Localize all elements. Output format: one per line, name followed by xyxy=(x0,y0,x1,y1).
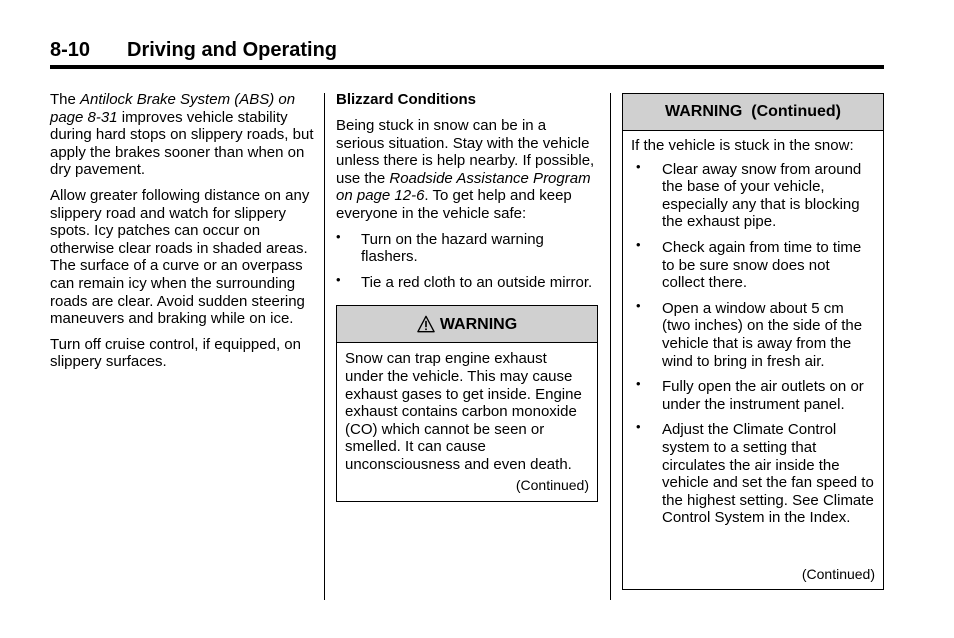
warning-triangle-icon xyxy=(417,315,435,333)
section-title: Driving and Operating xyxy=(127,39,338,61)
bullet-icon: • xyxy=(636,236,641,252)
bullet-text: Tie a red cloth to an outside mirror. xyxy=(361,273,593,291)
bullet-text: Adjust the Climate Control system to a setting that circulates the air inside the vehicle and set the fan speed to the highest setting. See Climate Control System in the Index. xyxy=(662,421,874,527)
column-left xyxy=(50,91,318,379)
following-distance-paragraph: Allow greater following distance on any slippery road and watch for slippery spots. Icy patches can occur on otherwise clear roads in shaded areas. The surface of a curve or an overpass can remain icy when the surrounding roads are clear. Avoid sudden steering maneuvers and braking while on ice. xyxy=(50,186,310,328)
bullet-icon: • xyxy=(636,376,641,392)
list-item xyxy=(636,421,875,527)
column-right xyxy=(622,93,884,590)
blizzard-bullet-list xyxy=(336,228,598,292)
bullet-icon: • xyxy=(636,297,641,313)
bullet-icon: • xyxy=(336,228,341,244)
list-item xyxy=(636,158,875,231)
warning-continued-header: WARNING (Continued) xyxy=(623,94,883,131)
bullet-text: Turn on the hazard warning flashers. xyxy=(361,230,544,266)
list-item xyxy=(336,228,598,266)
bullet-icon: • xyxy=(636,158,641,174)
bullet-text: Fully open the air outlets on or under the instrument panel. xyxy=(662,378,864,413)
abs-paragraph-tail: improves vehicle stability during hard stops on slippery roads, but apply the brakes sooner than when on dry pavement. xyxy=(50,108,314,179)
list-item xyxy=(636,236,875,292)
warning-title: WARNING xyxy=(439,315,518,333)
abs-cross-reference[interactable]: Antilock Brake System (ABS) on page 8-31 xyxy=(50,91,296,126)
stuck-intro: If the vehicle is stuck in the snow: xyxy=(631,137,854,154)
continued-label: (Continued) xyxy=(801,566,875,583)
page-number: 8-10 xyxy=(50,39,91,61)
bullet-icon: • xyxy=(636,419,641,435)
warning-box xyxy=(336,305,598,502)
column-middle xyxy=(336,91,598,502)
bullet-text: Open a window about 5 cm (two inches) on the side of the vehicle that is away from the wind to bring in fresh air. xyxy=(662,299,863,370)
bullet-text: Check again from time to time to be sure snow does not collect there. xyxy=(662,238,862,292)
warning-continued-box xyxy=(622,93,884,590)
blizzard-intro xyxy=(336,117,598,223)
roadside-cross-reference[interactable]: Roadside Assistance Program on page 12-6 xyxy=(336,169,591,205)
blizzard-intro-lead: Being stuck in snow can be in a serious situation. Stay with the vehicle unless there is help nearby. If possible, use the xyxy=(336,117,595,187)
stuck-bullet-list xyxy=(631,158,875,527)
page-header xyxy=(50,39,884,69)
warning-continued-body xyxy=(623,131,883,527)
column-divider-right xyxy=(610,93,611,600)
bullet-icon: • xyxy=(336,271,341,287)
blizzard-intro-tail: . To get help and keep everyone in the vehicle safe: xyxy=(336,187,572,222)
abs-paragraph xyxy=(50,91,318,179)
cruise-control-paragraph: Turn off cruise control, if equipped, on slippery surfaces. xyxy=(50,335,301,371)
warning-body xyxy=(337,343,597,501)
list-item xyxy=(636,378,875,413)
warning-header xyxy=(337,306,597,343)
abs-paragraph-lead: The xyxy=(50,91,81,108)
list-item xyxy=(636,297,875,370)
blizzard-heading: Blizzard Conditions xyxy=(336,91,476,108)
warning-text: Snow can trap engine exhaust under the vehicle. This may cause exhaust gases to get inside. Engine exhaust contains carbon monoxide (CO) which cannot be seen or smelled. It can cause unconsciousness and even death. xyxy=(345,350,582,473)
list-item xyxy=(336,271,598,292)
continued-label: (Continued) xyxy=(515,476,589,493)
column-divider-left xyxy=(324,93,325,600)
bullet-text: Clear away snow from around the base of your vehicle, especially any that is blocking the exhaust pipe. xyxy=(662,160,862,231)
